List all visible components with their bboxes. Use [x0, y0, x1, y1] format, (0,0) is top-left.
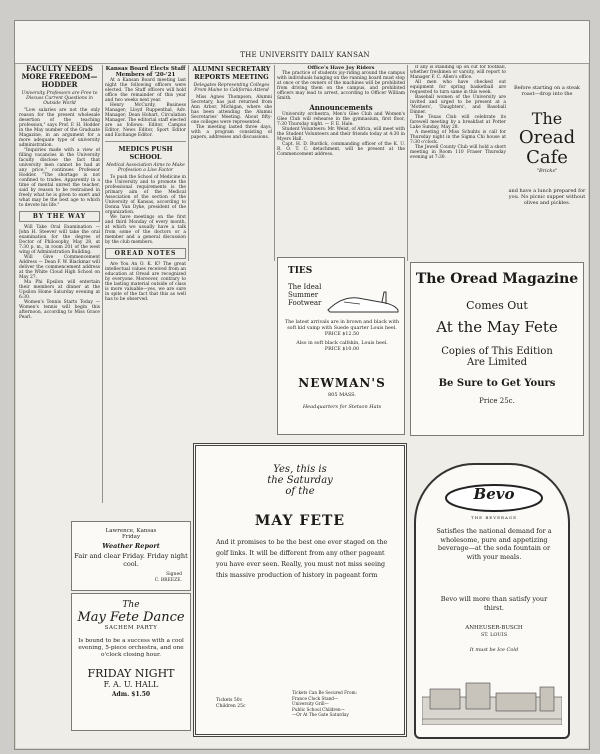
- cafe-name-1: The: [531, 109, 563, 128]
- magazine-line-4: Are Limited: [467, 357, 527, 368]
- cafe-outro: and have a lunch prepared for you. No picnic supper without olives and pickles.: [508, 188, 586, 206]
- dance-the: The: [122, 600, 140, 610]
- dance-place: F. A. U. HALL: [103, 680, 159, 689]
- column-rule: [407, 65, 408, 261]
- column-rule: [188, 65, 189, 261]
- mayfete-title: MAY FETE: [254, 513, 346, 529]
- mayfete-sale-item: —Or At The Gate Saturday: [292, 712, 349, 717]
- announcement: Student Volunteers: Mr. Weist, of Africa, will meet with the Student Volunteers and their friends today at 4:30 in Myers Hall.: [277, 127, 405, 142]
- newspaper-page: [14, 20, 590, 750]
- weather-signed-prefix: Signed: [166, 572, 182, 577]
- dance-admission: Adm. $1.50: [111, 691, 151, 698]
- ties-desc: The latest arrivals are in brown and black with soft kid vamp with Suede quarter Louis heel.: [284, 320, 400, 331]
- news-item: Will Give Commencement Address — Dean F. W. Blackmar will deliver the commencement address at the White Cloud High School on May 27.: [19, 255, 100, 280]
- article-paragraph: We have meetings on the first and third Monday of every month, at which we usually have a talk from some of the doctors or a member and a general discussion by the club members.: [105, 215, 186, 245]
- weather-title: Weather Report: [102, 542, 160, 550]
- dance-title: May Fete Dance: [77, 610, 185, 625]
- headline-medics: MEDICS PUSH SCHOOL: [118, 145, 173, 161]
- subhead-alumni: Delegates Representing Colleges From Maine to California Attend: [193, 83, 270, 93]
- news-item: Women's Tennis Starts Today — Women's tennis will begin this afternoon, according to Miss Grace Pearl.: [19, 300, 100, 320]
- dance-body: Is bound to be a success with a cool evening, 5-piece orchestra, and one o'clock closing hour.: [78, 638, 184, 658]
- news-item: Are You An O. K. K? The great intellectual values received from an education at Oread are recognized by everyone. Moreover, contrary to the lasting material outside of class is more valuable—yes, we are sure in spite of the fact that this as well has to be observed.: [105, 262, 186, 302]
- bevo-brand: Bevo: [473, 485, 515, 503]
- column-rule: [274, 65, 275, 261]
- mayfete-sale-item: University Grill—: [292, 701, 329, 706]
- mayfete-sale-item: Public School Children—: [292, 706, 345, 712]
- mayfete-sale-item: France Clock Stand—: [292, 695, 339, 701]
- magazine-line-2: At the May Fete: [436, 318, 558, 336]
- announcement: Baseball women of the University are invited and urged to be present at a 'Mothers', 'Daughters', and Baseball Dinner.: [410, 95, 506, 115]
- ad-ties-newmans: [277, 257, 405, 435]
- announcement: All men who have checked out equipment for spring basketball are requested to turn same in this week.: [410, 80, 506, 95]
- magazine-title: The Oread Magazine: [415, 271, 579, 287]
- announcement: A meeting of Miss Schuhts is call for Thursday night in the Sigma Chi house at 7:30 o'clock.: [410, 130, 506, 145]
- column-5: [410, 65, 506, 255]
- ties-line-1: The Ideal: [288, 283, 322, 291]
- bevo-city: ST. LOUIS: [480, 632, 508, 638]
- ties-line-2: Summer: [288, 291, 319, 299]
- magazine-line-3: Copies of This Edition: [441, 346, 553, 357]
- announcement: University orchestra, Men's Glee Club and Women's Glee Club will rehearse in the gymnasium, first floor, 7:30 Thursday night. — F. E. Hale.: [277, 112, 405, 127]
- mayfete-tickets: Tickets 50c: [216, 698, 243, 703]
- store-name: NEWMAN'S: [298, 376, 386, 390]
- subhead-medics: Medical Association Aims to Make Profession a Live Factor: [106, 163, 185, 173]
- bevo-body: Satisfies the national demand for a wholesome, pure and appetizing beverage—at the soda fountain or with your meals.: [436, 527, 552, 561]
- column-3: [191, 65, 272, 215]
- oread-notes-header: OREAD NOTES: [105, 248, 186, 259]
- ties-price-2: PRICE $10.00: [324, 347, 360, 352]
- ties-desc-2: Also in soft black calfskin, Louis heel.: [296, 341, 388, 346]
- column-rule: [102, 65, 103, 503]
- article-paragraph: "Low salaries are not the only reason for the present wholesale desertion of the teaching profession," says Prof. F. H. Hodder in the May number of the Graduate Magazine, in an argument for a more adequate type of university administration.: [19, 108, 100, 148]
- shoe-illustration: [324, 288, 404, 318]
- mayfete-children: Children 25c: [216, 704, 246, 709]
- divider: [105, 141, 186, 142]
- bevo-iced: It must be Ice Cold: [469, 647, 519, 653]
- announcement: The Jewell County Club will hold a short meeting in Room 110 Fraser Thursday evening at 7:30.: [410, 145, 506, 160]
- article-paragraph: To push the School of Medicine in the University and to promote the professional requirements is the primary aim of the Medical Association of the section of the University of Kansas, according to Donna Van Dyke, president of the organization.: [105, 175, 186, 215]
- dance-night: FRIDAY NIGHT: [87, 667, 175, 680]
- news-item: Ma Phi Epsilon will entertain their members at dinner at the Upsilon Home Saturday evening at 6:30.: [19, 280, 100, 300]
- headline-faculty: FACULTY NEEDS MORE FREEDOM—HODDER: [21, 65, 98, 89]
- store-tagline: Headquarters for Stetson Hats: [302, 404, 382, 410]
- ties-price-1: PRICE $12.50: [324, 332, 360, 337]
- column-1: [19, 65, 100, 501]
- weather-forecast: Fair and clear Friday. Friday night cool.: [74, 552, 188, 568]
- cafe-name-2: Oread: [518, 127, 576, 148]
- cafe-subtitle: "Bricks": [536, 168, 558, 174]
- masthead: [15, 21, 589, 64]
- weather-signed: C. BREEZE.: [154, 578, 182, 583]
- running-head: THE UNIVERSITY DAILY KANSAN: [240, 51, 370, 59]
- article-paragraph: The meeting lasted three days, with a program consisting of papers, addresses and discussions.: [191, 125, 272, 140]
- dance-subtitle: SACHEM PARTY: [104, 625, 158, 631]
- magazine-line-5: Be Sure to Get Yours: [438, 378, 556, 389]
- mayfete-line-2: the Saturday: [267, 475, 333, 486]
- ad-oread-cafe: [508, 65, 586, 263]
- column-2: [105, 65, 186, 501]
- article-paragraph: At a Kansan Board meeting last night the following officers were elected. The Staff officers will hold office the remainder of this year and two weeks next year.: [105, 78, 186, 103]
- ad-weather: [71, 521, 191, 591]
- store-address: 805 MASS.: [327, 392, 357, 398]
- weather-label: Friday: [121, 534, 141, 540]
- headline-kansan-board: Kansas Board Elects Staff Members of '20-'21: [105, 66, 186, 78]
- magazine-line-1: Comes Out: [466, 299, 528, 312]
- bevo-maker: ANHEUSER-BUSCH: [465, 625, 523, 631]
- announcement: The Texas Club will celebrate its farewell meeting by a breakfast at Potter Lake Sunday, May 28.: [410, 115, 506, 130]
- weather-place: Lawrence, Kansas: [105, 528, 157, 534]
- headline-alumni: ALUMNI SECRETARY REPORTS MEETING: [192, 65, 271, 81]
- mayfete-sale-head: Tickets Can Be Secured From:: [292, 690, 357, 695]
- ad-may-fete: [193, 443, 407, 737]
- headline-joyriders: Office's Have Joy Riders: [307, 65, 375, 71]
- bevo-tagline: THE BEVERAGE: [470, 515, 518, 520]
- announcement: Capt. H. D. Burdick, commanding officer of the K. U. R. O. T. C. detachment, will be present at the Commencement address.: [277, 142, 405, 157]
- ties-brand: TIES: [288, 266, 313, 276]
- news-item: Will Take Oral Examination — John H. Steever will take the oral examination for the degree of Doctor of Philosophy, May 28, at 7:30 p. m., in room 201 of the west wing of Administration Building.: [19, 225, 100, 255]
- ad-oread-magazine: [410, 262, 584, 436]
- headline-announcements: Announcements: [309, 103, 373, 112]
- article-paragraph: Henry McCurdy, Business Manager; Lloyd Ruppenthal, Adv. Manager; Dean Hobart, Circulation Manager. The editorial staff elected are as follows: Editor, Campus Editor, News Editor, Sport Editor and Exchange Editor.: [105, 103, 186, 138]
- announcement: If any is standing up on cut for football, whether freshmen or varsity, will report to Manager F. C. Allen's office.: [410, 65, 506, 80]
- ties-line-3: Footwear: [288, 299, 322, 307]
- article-paragraph: The practice of students joy-riding around the campus with individuals hanging on the running board must stop at once or the owners of the machines will be prohibited from driving them on the campus, and prohibited officers may lead to arrest, according to Officer William Smith.: [277, 71, 405, 101]
- mayfete-line-1: Yes, this is: [273, 464, 327, 475]
- article-paragraph: "Inquiries made with a view of filling vacancies in the University faculty disclose the fact that university men cannot be had at any price," continues Professor Hodder. "The shortage is not confined to trades. Apparently in a time of mental unrest the teacher, said by reason to be restrained in freely what he is given to exert and what may be the best age to which to devote his life.": [19, 148, 100, 208]
- cafe-intro: Before starting on a steak roast—drop into the: [514, 85, 580, 97]
- brewery-illustration: [422, 675, 562, 725]
- mayfete-body: And it promises to be the best one ever staged on the golf links. It will be different from any other pageant you have ever seen. Really, you must not miss seeing this massive production of history in pageant form: [216, 539, 388, 579]
- by-the-way-header: BY THE WAY: [19, 211, 100, 222]
- bevo-body-2: Bevo will more than satisfy your thirst.: [440, 595, 548, 612]
- article-paragraph: Miss Agnes Thompson, Alumni Secretary, has just returned from Ann Arbor, Michigan, where she has been attending the Alumni Secretaries' Meeting. About fifty-one colleges were represented.: [191, 95, 272, 125]
- magazine-price: Price 25c.: [479, 397, 515, 405]
- ad-bevo: [414, 463, 570, 739]
- cafe-name-3: Cafe: [526, 147, 568, 168]
- subhead-faculty: University Professors are Free to Discuss Current Questions in Outside World: [21, 91, 98, 106]
- column-4: [277, 65, 405, 255]
- mayfete-line-3: of the: [285, 486, 315, 497]
- ad-may-fete-dance: [71, 593, 191, 731]
